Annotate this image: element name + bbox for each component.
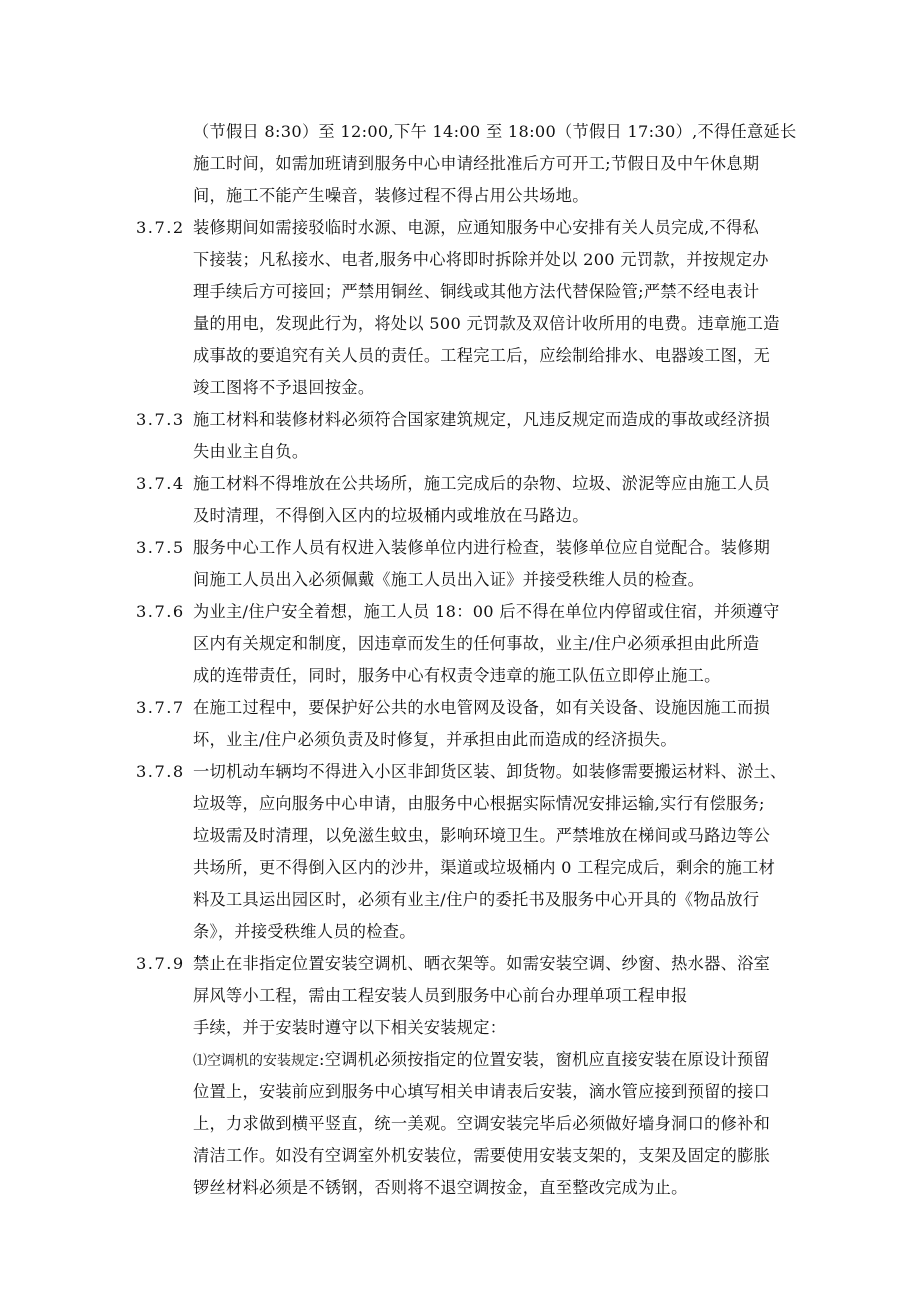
clause-line: 竣工图将不予退回按金。: [193, 378, 375, 397]
clause-number: 3.7.8: [136, 762, 185, 781]
clause-number: 3.7.5: [136, 538, 185, 557]
clause-line: 为业主/住户安全着想，施工人员 18：00 后不得在单位内停留或住宿，并须遵守: [193, 602, 780, 621]
clause-line: 服务中心工作人员有权进入装修单位内进行检查，装修单位应自觉配合。装修期: [193, 538, 771, 557]
clause-line: 料及工具运出园区时，必须有业主/住户的委托书及服务中心开具的《物品放行: [193, 890, 760, 909]
clause-number: 3.7.6: [136, 602, 185, 621]
clause-line: 条》，并接受秩维人员的检查。: [193, 922, 416, 941]
clause-line: 在施工过程中，要保护好公共的水电管网及设备，如有关设备、设施因施工而损: [193, 698, 771, 717]
clause-line: 垃圾需及时清理，以免滋生蚊虫，影响环境卫生。严禁堆放在梯间或马路边等公: [193, 826, 771, 845]
subsection-first-text: :空调机必须按指定的位置安装，窗机应直接安装在原设计预留: [319, 1050, 770, 1069]
clause-line: 禁止在非指定位置安装空调机、晒衣架等。如需安装空调、纱窗、热水器、浴室: [193, 954, 771, 973]
clause-line: 一切机动车辆均不得进入小区非卸货区装、卸货物。如装修需要搬运材料、淤土、: [193, 762, 787, 781]
clause-line: 理手续后方可接回；严禁用铜丝、铜线或其他方法代替保险管;严禁不经电表计: [193, 282, 760, 301]
clause-number: 3.7.7: [136, 698, 185, 717]
clause-number: 3.7.3: [136, 410, 185, 429]
clause-number: 3.7.9: [136, 954, 185, 973]
clause-number: 3.7.4: [136, 474, 185, 493]
clause-line: 区内有关规定和制度，因违章而发生的任何事故，业主/住户必须承担由此所造: [193, 634, 760, 653]
clause-line: 及时清理，不得倒入区内的垃圾桶内或堆放在马路边。: [193, 506, 589, 525]
intro-line: 间，施工不能产生噪音，装修过程不得占用公共场地。: [193, 186, 589, 205]
clause-line: 屏风等小工程，需由工程安装人员到服务中心前台办理单项工程申报: [193, 986, 688, 1005]
clause-line: 装修期间如需接驳临时水源、电源，应通知服务中心安排有关人员完成,不得私: [193, 218, 760, 237]
clause-line: 失由业主自负。: [193, 442, 309, 461]
clause-line: 手续，并于安装时遵守以下相关安装规定：: [193, 1018, 507, 1037]
subsection-first-line: [193, 1050, 770, 1071]
clause-line: 施工材料和装修材料必须符合国家建筑规定，凡违反规定而造成的事故或经济损: [193, 410, 771, 429]
subsection-line: 清洁工作。如没有空调室外机安装位，需要使用安装支架的，支架及固定的膨胀: [193, 1146, 771, 1165]
clause-line: 垃圾等，应向服务中心申请，由服务中心根据实际情况安排运输,实行有偿服务;: [193, 794, 765, 813]
subsection-line: 锣丝材料必须是不锈钢，否则将不退空调按金，直至整改完成为止。: [193, 1178, 688, 1197]
clause-line: 间施工人员出入必须佩戴《施工人员出入证》并接受秩维人员的检查。: [193, 570, 705, 589]
clause-line: 坏，业主/住户必须负责及时修复，并承担由此而造成的经济损失。: [193, 730, 677, 749]
subsection-line: 上，力求做到横平竖直，统一美观。空调安装完毕后必须做好墙身洞口的修补和: [193, 1114, 771, 1133]
clause-line: 下接装；凡私接水、电者,服务中心将即时拆除并处以 200 元罚款，并按规定办: [193, 250, 769, 269]
clause-line: 成事故的要追究有关人员的责任。工程完工后，应绘制给排水、电器竣工图，无: [193, 346, 771, 365]
clause-line: 成的连带责任，同时，服务中心有权责令违章的施工队伍立即停止施工。: [193, 666, 721, 685]
intro-line: 施工时间，如需加班请到服务中心申请经批准后方可开工;节假日及中午休息期: [193, 154, 760, 173]
clause-line: 共场所，更不得倒入区内的沙井，渠道或垃圾桶内 0 工程完成后，剩余的施工材: [193, 858, 776, 877]
clause-line: 量的用电，发现此行为，将处以 500 元罚款及双倍计收所用的电费。违章施工造: [193, 314, 780, 333]
clause-number: 3.7.2: [136, 218, 185, 237]
clause-line: 施工材料不得堆放在公共场所，施工完成后的杂物、垃圾、淤泥等应由施工人员: [193, 474, 771, 493]
intro-line: （节假日 8:30）至 12:00,下午 14:00 至 18:00（节假日 17:30）,不得任意延长: [193, 122, 797, 141]
subsection-line: 位置上，安装前应到服务中心填写相关申请表后安装，滴水管应接到预留的接口: [193, 1082, 771, 1101]
subsection-label: ⑴空调机的安装规定: [193, 1053, 319, 1069]
